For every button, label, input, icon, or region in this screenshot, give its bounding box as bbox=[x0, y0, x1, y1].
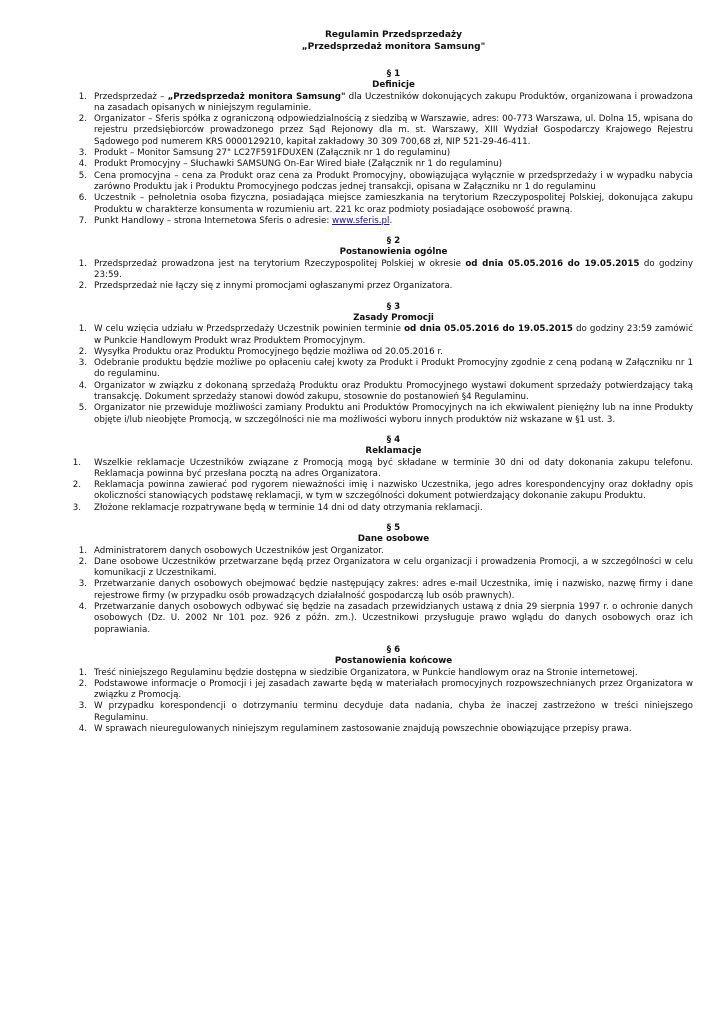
item-text: Podstawowe informacje o Promocji i jej zasadach zawarte będą w materiałach promocyjnych rozpowszechnianych przez Organizatora w związku z Promocją. bbox=[94, 678, 693, 701]
item-text: Produkt – Monitor Samsung 27" LC27F591FDUXEN (Załącznik nr 1 do regulaminu) bbox=[94, 148, 451, 159]
item-number: 3. bbox=[78, 358, 87, 369]
title-line-2: „Przedsprzedaż monitora Samsung" bbox=[301, 41, 486, 52]
list-item bbox=[78, 358, 693, 381]
item-text: Punkt Handlowy – strona Internetowa Sferis o adresie: bbox=[94, 215, 333, 226]
item-text: Odebranie produktu będzie możliwe po opłaceniu całej kwoty za Produkt i Produkt Promocyjny zgodnie z ceną podaną w Załączniku nr 1 do regulaminu. bbox=[94, 358, 693, 380]
item-number: 2. bbox=[78, 556, 87, 567]
list-item bbox=[78, 667, 693, 679]
list-item bbox=[78, 258, 693, 282]
list-item bbox=[78, 324, 693, 347]
item-number: 4. bbox=[78, 724, 87, 735]
item-number: 7. bbox=[78, 215, 87, 226]
list-item bbox=[78, 114, 693, 148]
section-items bbox=[78, 91, 693, 228]
item-text: Wysyłka Produktu oraz Produktu Promocyjnego będzie możliwa od 20.05.2016 r. bbox=[94, 346, 443, 357]
list-item bbox=[78, 91, 693, 115]
list-item bbox=[78, 281, 693, 292]
list-item bbox=[78, 170, 693, 194]
section-heading: Reklamacje bbox=[365, 446, 422, 457]
item-text: W celu wzięcia udziału w Przedsprzedaży Uczestnik powinien terminie bbox=[94, 324, 405, 335]
section-2 bbox=[78, 236, 693, 292]
section-items bbox=[78, 324, 693, 426]
section-4 bbox=[72, 434, 693, 514]
list-item bbox=[78, 579, 693, 602]
item-number: 1. bbox=[72, 457, 81, 468]
item-number: 2. bbox=[72, 480, 81, 491]
section-sign: § 5 bbox=[386, 522, 401, 533]
item-number: 2. bbox=[78, 678, 87, 689]
item-text: Uczestnik – pełnoletnia osoba fizyczna, posiadająca miejsce zamieszkania na terytorium Rzeczypospolitej Polskiej, dokonująca zakupu Produktu w charakterze konsumenta w rozumieniu art. 221 kc oraz podmioty posiadające osobowość prawną. bbox=[94, 193, 693, 215]
item-text: do godziny 23:59 zamówić w Punkcie Handlowym Produkt wraz Produktem Promocyjnym. bbox=[94, 324, 693, 346]
section-sign: § 6 bbox=[386, 644, 401, 655]
item-text: Przedsprzedaż nie łączy się z innymi promocjami ogłaszanymi przez Organizatora. bbox=[94, 281, 453, 292]
section-1 bbox=[78, 69, 693, 227]
list-item bbox=[78, 701, 693, 724]
document-title bbox=[94, 30, 693, 53]
emphasis-text: od dnia 05.05.2016 do 19.05.2015 bbox=[465, 258, 640, 269]
item-number: 2. bbox=[78, 346, 87, 357]
section-items bbox=[78, 545, 693, 636]
item-number: 4. bbox=[78, 380, 87, 391]
item-number: 4. bbox=[78, 159, 87, 170]
list-item bbox=[78, 159, 693, 170]
item-text: Organizator – Sferis spółka z ograniczoną odpowiedzialnością z siedzibą w Warszawie, adres: 00-773 Warszawa, ul. Dolna 15, wpisana do rejestru przedsiębiorców prowadzonego przez Sąd Rejonowy dla m. st. Warszawy, XIII Wydział Gospodarczy Krajowego Rejestru Sądowego pod numerem KRS 0000129210, kapitał zakładowy 30 309 700,68 zł, NIP 521-29-46-411. bbox=[94, 114, 693, 147]
item-number: 3. bbox=[72, 502, 81, 513]
item-text: dla Uczestników dokonujących zakupu Produktów, organizowana i prowadzona na zasadach opisanych w niniejszym regulaminie. bbox=[94, 91, 693, 113]
section-heading: Zasady Promocji bbox=[353, 312, 434, 323]
section-5 bbox=[78, 522, 693, 636]
item-number: 3. bbox=[78, 701, 87, 712]
section-heading: Postanowienia końcowe bbox=[334, 656, 453, 667]
emphasis-text: od dnia 05.05.2016 do 19.05.2015 bbox=[404, 324, 573, 335]
item-text: Treść niniejszego Regulaminu będzie dostępna w siedzibie Organizatora, w Punkcie handlowym oraz na Stronie internetowej. bbox=[94, 667, 638, 678]
list-item bbox=[78, 556, 693, 580]
section-heading: Postanowienia ogólne bbox=[339, 247, 448, 258]
title-line-1: Regulamin Przedsprzedaży bbox=[324, 30, 463, 40]
item-text: Przetwarzanie danych osobowych odbywać się będzie na zasadach przewidzianych ustawą z dnia 29 sierpnia 1997 r. o ochronie danych osobowych (Dz. U. 2002 Nr 101 poz. 926 z późn. zm.). Uczestnikowi przysługuje prawo wglądu do danych osobowych oraz ich poprawiania. bbox=[94, 602, 693, 635]
item-text: Dane osobowe Uczestników przetwarzane będą przez Organizatora w celu organizacji i prowadzenia Promocji, a w szczególności w celu komunikacji z Uczestnikami. bbox=[94, 556, 693, 579]
item-number: 1. bbox=[78, 667, 87, 678]
item-text: Organizator nie przewiduje możliwości zamiany Produktu ani Produktów Promocyjnych na ich ekwiwalent pieniężny lub na inne Produkty objęte i/lub nieobjęte Promocją, w szczególności nie ma możliwości wyboru innych produktów niż wskazane w §1 ust. 3. bbox=[94, 403, 693, 425]
item-text: Wszelkie reklamacje Uczestników związane z Promocją mogą być składane w terminie 30 dni od daty dokonania zakupu telefonu. Reklamacja powinna być przesłana pocztą na adres Organizatora. bbox=[94, 457, 693, 479]
item-number: 3. bbox=[78, 148, 87, 159]
section-heading: Dane osobowe bbox=[357, 534, 430, 545]
item-text: W przypadku korespondencji o dotrzymaniu terminu decyduje data nadania, chyba że inaczej zastrzeżono w treści niniejszego Regulaminu. bbox=[94, 701, 693, 723]
section-3 bbox=[78, 301, 693, 426]
item-number: 4. bbox=[78, 602, 87, 613]
regulation-sections bbox=[72, 69, 693, 735]
list-item bbox=[78, 148, 693, 159]
item-text: Przedsprzedaż prowadzona jest na terytorium Rzeczypospolitej Polskiej w okresie bbox=[94, 258, 466, 269]
item-text: Reklamacja powinna zawierać pod rygorem nieważności imię i nazwisko Uczestnika, jego adres korespondencyjny oraz dokładny opis okoliczności stanowiących podstawę reklamacji, w tym w szczególności dokument potwierdzający dokonanie zakupu Produktu. bbox=[94, 480, 693, 502]
section-items bbox=[78, 667, 693, 736]
list-item bbox=[72, 457, 693, 481]
item-number: 5. bbox=[78, 403, 87, 414]
item-text: do godziny 23:59. bbox=[94, 258, 693, 281]
item-text: . bbox=[389, 215, 393, 226]
item-number: 2. bbox=[78, 114, 87, 125]
item-number: 6. bbox=[78, 193, 87, 204]
item-text: Przetwarzanie danych osobowych obejmować będzie następujący zakres: adres e-mail Uczestnika, imię i nazwisko, nazwę firmy i dane rejestrowe firmy (w przypadku osób prowadzących działalność gospodarczą lub osób prawnych). bbox=[94, 579, 693, 601]
item-number: 2. bbox=[78, 281, 87, 292]
item-text: Cena promocyjna – cena za Produkt oraz cena za Produkt Promocyjny, obowiązująca wyłącznie w przedsprzedaży i w wypadku nabycia zarówno Produktu jak i Produktu Promocyjnego podczas jednej transakcji, opisana w Załączniku nr 1 do regulaminu bbox=[94, 170, 693, 192]
list-item bbox=[72, 480, 693, 503]
section-heading: Definicje bbox=[372, 80, 415, 91]
item-text: Produkt Promocyjny – Słuchawki SAMSUNG On-Ear Wired białe (Załącznik nr 1 do regulaminu) bbox=[94, 159, 503, 170]
list-item bbox=[78, 678, 693, 702]
item-text: Administratorem danych osobowych Uczestników jest Organizator. bbox=[94, 545, 384, 556]
list-item bbox=[78, 724, 693, 735]
item-text: W sprawach nieuregulowanych niniejszym regulaminem zastosowanie znajdują powszechnie obowiązujące przepisy prawa. bbox=[94, 724, 632, 735]
list-item bbox=[78, 215, 693, 227]
item-number: 1. bbox=[78, 258, 87, 269]
item-number: 1. bbox=[78, 91, 87, 102]
list-item bbox=[78, 545, 693, 557]
list-item bbox=[78, 193, 693, 216]
list-item bbox=[78, 380, 693, 404]
section-6 bbox=[78, 644, 693, 735]
sferis-link[interactable]: www.sferis.pl bbox=[332, 215, 390, 226]
item-number: 1. bbox=[78, 324, 87, 335]
section-sign: § 4 bbox=[386, 434, 401, 445]
item-number: 5. bbox=[78, 170, 87, 181]
list-item bbox=[78, 602, 693, 636]
section-sign: § 2 bbox=[386, 236, 401, 247]
list-item bbox=[72, 502, 693, 514]
list-item bbox=[78, 346, 693, 358]
section-sign: § 1 bbox=[386, 69, 401, 79]
item-text: Złożone reklamacje rozpatrywane będą w terminie 14 dni od daty otrzymania reklamacji. bbox=[94, 502, 483, 513]
item-number: 3. bbox=[78, 579, 87, 590]
item-text: Przedsprzedaż – bbox=[94, 91, 168, 102]
section-items bbox=[78, 258, 693, 293]
list-item bbox=[78, 403, 693, 426]
emphasis-text: „Przedsprzedaż monitora Samsung" bbox=[167, 91, 346, 102]
item-number: 1. bbox=[78, 545, 87, 556]
item-text: Organizator w związku z dokonaną sprzedażą Produktu oraz Produktu Promocyjnego wystawi dokument sprzedaży potwierdzający taką transakcję. Dokument sprzedaży stanowi dowód zakupu, stosownie do postanowień §4 Regulaminu. bbox=[94, 380, 693, 403]
section-items bbox=[72, 457, 693, 514]
section-sign: § 3 bbox=[386, 301, 401, 312]
